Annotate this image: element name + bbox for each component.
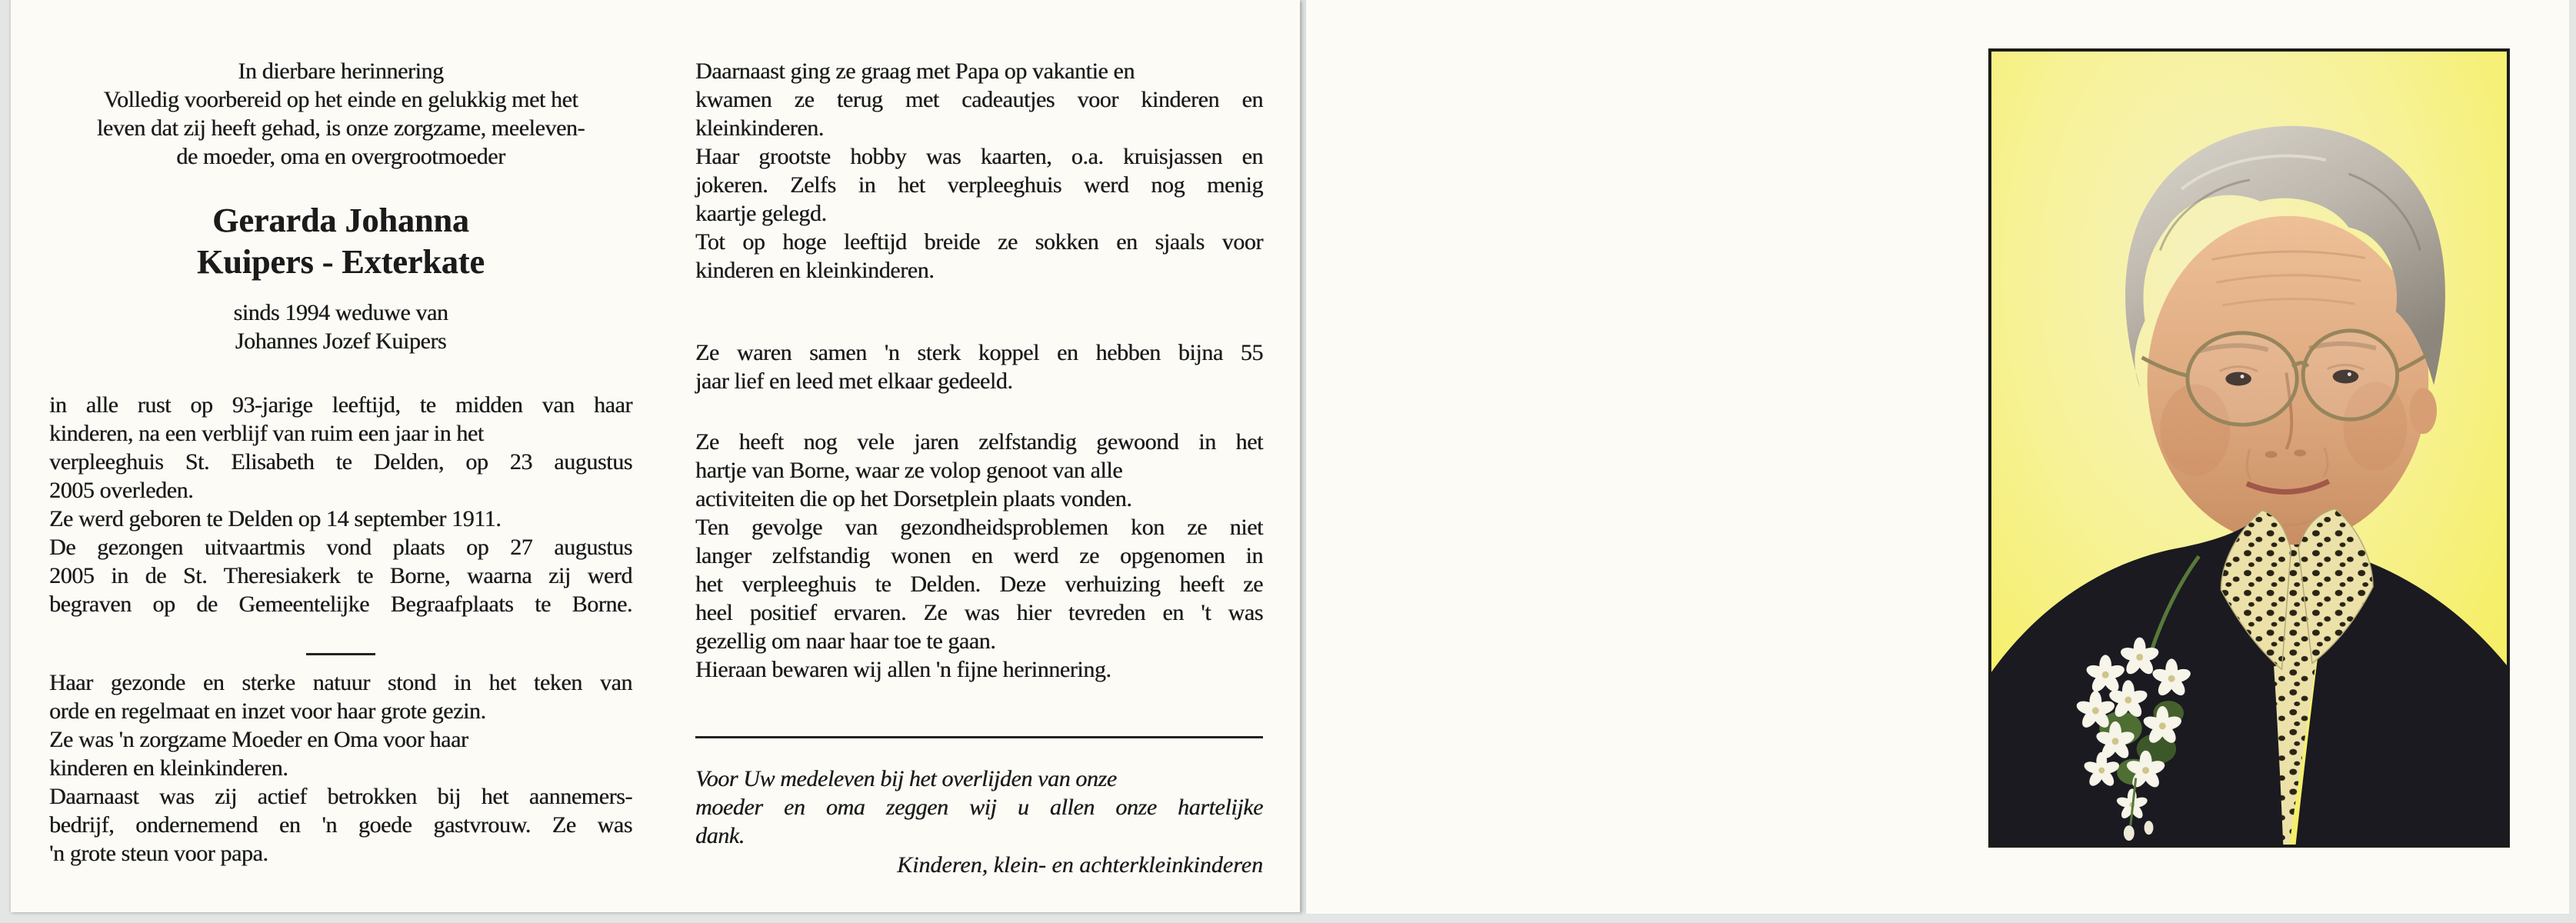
text-line: jokeren. Zelfs in het verpleeghuis werd nog menig	[695, 172, 1263, 198]
text-line: Ze waren samen 'n sterk koppel en hebben bijna 55	[695, 340, 1263, 365]
text-line: het verpleeghuis te Delden. Deze verhuizing heeft ze	[695, 571, 1263, 597]
text-line: Tot op hoge leeftijd breide ze sokken en sjaals voor	[695, 229, 1263, 255]
text-line: sinds 1994 weduwe van	[233, 300, 448, 325]
life-paragraph	[49, 391, 632, 618]
couple-paragraph	[695, 338, 1263, 395]
text-line: Ze was 'n zorgzame Moeder en Oma voor haar	[49, 727, 468, 752]
widow-info	[49, 298, 632, 355]
text-line: Voor Uw medeleven bij het overlijden van onze	[695, 766, 1117, 791]
text-line: kinderen en kleinkinderen.	[695, 258, 935, 283]
text-line: Daarnaast ging ze graag met Papa op vakantie en	[695, 58, 1135, 84]
name-line-1: Gerarda Johanna	[212, 202, 469, 239]
text-line: kinderen en kleinkinderen.	[49, 755, 288, 781]
vacation-paragraph	[695, 57, 1263, 285]
text-line: Haar gezonde en sterke natuur stond in het teken van	[49, 670, 632, 695]
text-line: kinderen, na een verblijf van ruim een jaar in het	[49, 421, 484, 446]
character-paragraph	[49, 668, 632, 868]
text-line: kwamen ze terug met cadeautjes voor kinderen en	[695, 87, 1263, 112]
text-line: verpleeghuis St. Elisabeth te Delden, op 23 augustus	[49, 449, 632, 475]
photo-page	[1306, 0, 2569, 914]
text-line: Haar grootste hobby was kaarten, o.a. kruisjassen en	[695, 144, 1263, 169]
text-line: leven dat zij heeft gehad, is onze zorgzame, meeleven-	[96, 115, 585, 141]
text-line: 2005 in de St. Theresiakerk te Borne, waarna zij werd	[49, 563, 632, 588]
text-line: Ze heeft nog vele jaren zelfstandig gewoond in het	[695, 429, 1263, 455]
text-line: heel positief ervaren. Ze was hier tevreden en 't was	[695, 600, 1263, 625]
deceased-name	[49, 200, 632, 283]
portrait-photo	[1988, 48, 2510, 848]
text-line: 2005 overleden.	[49, 478, 194, 503]
text-line: in alle rust op 93-jarige leeftijd, te midden van haar	[49, 392, 632, 418]
text-line: langer zelfstandig wonen en werd ze opgenomen in	[695, 543, 1263, 568]
text-line: de moeder, oma en overgrootmoeder	[176, 144, 505, 169]
ear-shape	[2410, 388, 2438, 434]
section-divider-rule	[306, 653, 375, 655]
text-line: Hieraan bewaren wij allen 'n fijne herinnering.	[695, 657, 1111, 682]
text-line: begraven op de Gemeentelijke Begraafplaats te Borne.	[49, 591, 632, 617]
text-line: In dierbare herinnering	[238, 58, 444, 84]
text-line: moeder en oma zeggen wij u allen onze hartelijke	[695, 795, 1263, 820]
text-line: gezellig om naar haar toe te gaan.	[695, 628, 996, 654]
portrait-illustration	[1991, 52, 2507, 845]
text-line: kleinkinderen.	[695, 115, 824, 141]
text-line: Ze werd geboren te Delden op 14 september 1911.	[49, 506, 502, 531]
text-line: Volledig voorbereid op het einde en gelukkig met het	[103, 87, 578, 112]
closing-divider-rule	[695, 736, 1263, 738]
text-line: De gezongen uitvaartmis vond plaats op 27 augustus	[49, 535, 632, 560]
name-line-2: Kuipers - Exterkate	[197, 243, 485, 281]
text-line: Johannes Jozef Kuipers	[235, 328, 447, 354]
text-line: bedrijf, ondernemend en 'n goede gastvrouw. Ze was	[49, 812, 632, 838]
text-line: hartje van Borne, waar ze volop genoot van alle	[695, 458, 1123, 483]
text-line: orde en regelmaat en inzet voor haar grote gezin.	[49, 698, 486, 724]
condolence-thanks	[695, 765, 1263, 850]
text-line: activiteiten die op het Dorsetplein plaats vonden.	[695, 486, 1132, 511]
borne-paragraph	[695, 428, 1263, 684]
signature-line: Kinderen, klein- en achterkleinkinderen	[897, 852, 1263, 878]
text-page	[9, 0, 1300, 912]
text-line: Ten gevolge van gezondheidsproblemen kon ze niet	[695, 515, 1263, 540]
text-line: 'n grote steun voor papa.	[49, 841, 268, 866]
text-line: jaar lief en leed met elkaar gedeeld.	[695, 368, 1013, 394]
text-line: kaartje gelegd.	[695, 201, 827, 226]
text-line: dank.	[695, 823, 745, 848]
text-line: Daarnaast was zij actief betrokken bij het aannemers-	[49, 784, 632, 809]
intro-text	[49, 57, 632, 171]
